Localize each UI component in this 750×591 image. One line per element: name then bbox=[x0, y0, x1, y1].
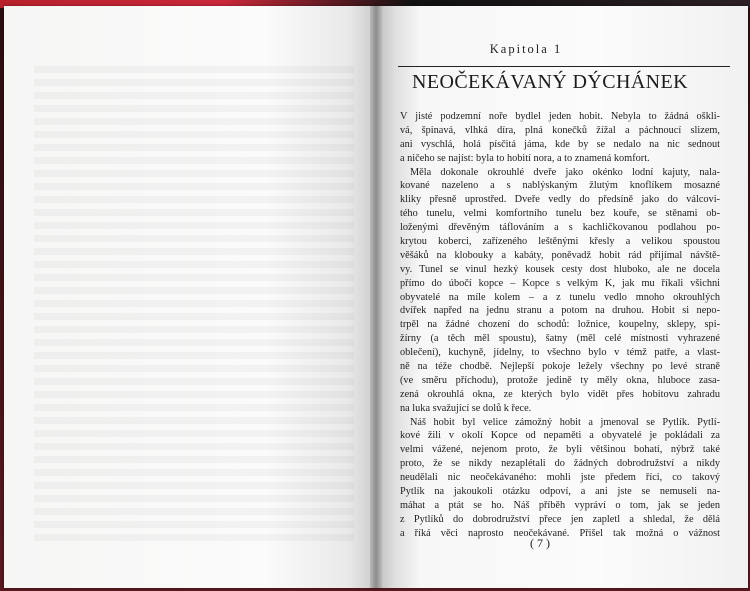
text-line: velmi vážené, nejenom proto, že byli většinou bohatí, nýbrž také bbox=[400, 444, 720, 456]
text-line: ně na téže chodbě. Nejlepší pokoje ležely všechny po levé straně bbox=[400, 361, 720, 373]
text-line: vá, špinavá, vlhká díra, plná konečků žížal a páchnoucí slizem, bbox=[400, 124, 720, 136]
text-line: V jisté podzemní noře bydlel jeden hobit. Nebyla to žádná oškli- bbox=[400, 111, 720, 122]
text-line: kliky přesně uprostřed. Dveře vedly do předsíně jako do válcovi- bbox=[400, 194, 720, 206]
text-line: trpěl na žádné chození do schodů: ložnice, koupelny, sklepy, spi- bbox=[400, 319, 720, 331]
running-head: Kapitola 1 bbox=[489, 42, 563, 56]
text-line: neudělali nic neočekávaného: mohli jste předem říci, co takový bbox=[400, 472, 720, 484]
text-line: Pytlík na jakoukoli otázku odpoví, a ani jste se nemuseli na- bbox=[400, 486, 720, 498]
book-gutter bbox=[370, 6, 382, 588]
text-line: máhat a ptát se ho. Náš příběh vypráví o tom, jak se jeden bbox=[400, 499, 720, 511]
text-line: Náš hobit byl velice zámožný hobit a jmenoval se Pytlík. Pytlí- bbox=[410, 416, 720, 428]
text-line: a říká věci naprosto neočekávané. Přišel tak možná o vážnost bbox=[400, 527, 720, 539]
text-line: žírny (a těch měl spoustu), šatny (měl celé místnosti vyhrazené bbox=[400, 333, 720, 345]
right-page bbox=[376, 6, 748, 588]
text-line: obyvatelé na míle kolem – a z tunelu vedlo mnoho okrouhlých bbox=[400, 291, 720, 303]
text-line: ani vyschlá, holá písčitá jáma, kde by se nedalo na nic sednout bbox=[400, 138, 720, 150]
text-line: kové žili v okolí Kopce od nepaměti a obyvatelé je pokládali za bbox=[400, 430, 720, 442]
text-line: z Pytlíků do dobrodružství přece jen zapletl a shledal, že dělá bbox=[400, 513, 720, 525]
text-line: tého tunelu, velmi komfortního tunelu bez kouře, se stěnami ob- bbox=[400, 208, 720, 220]
show-through-text bbox=[34, 66, 354, 546]
text-line: oblečení), kuchyně, jídelny, to všechno bylo v témž patře, a vlast- bbox=[400, 347, 720, 359]
chapter-title: NEOČEKÁVANÝ DÝCHÁNEK bbox=[412, 71, 688, 93]
text-line: (ve směru příchodu), protože jedině ty měly okna, hluboce zasa- bbox=[400, 374, 720, 386]
left-page-blank bbox=[4, 6, 378, 588]
page-number: ( 7 ) bbox=[530, 536, 550, 550]
text-line: na luka svažující se dolů k řece. bbox=[400, 402, 532, 414]
text-line: věšáků na klobouky a kabáty, poněvadž hobit rád přijímal návště- bbox=[400, 249, 720, 261]
header-rule bbox=[398, 66, 730, 67]
text-line: přímo do úbočí kopce – Kopce s velkým K, jak mu říkali všichni bbox=[400, 277, 720, 289]
text-line: dvířek napřed na jednu stranu a potom na druhou. Hobit si nepo- bbox=[400, 305, 720, 317]
text-line: loženými dřevěným táflováním a s kachličkovanou podlahou po- bbox=[400, 222, 720, 234]
text-line: Měla dokonale okrouhlé dveře jako okénko lodní kajuty, nala- bbox=[410, 166, 720, 178]
text-line: vy. Tunel se vinul hezký kousek cesty dost hluboko, ale ne docela bbox=[400, 263, 720, 275]
text-line: krytou koberci, zařízeného leštěnými křesly a velikou spoustou bbox=[400, 236, 720, 248]
text-line: proto, že se nikdy nezaplétali do žádných dobrodružství a nikdy bbox=[400, 458, 720, 470]
text-line: kované nazeleno a s nablýskaným žlutým knoflíkem mosazné bbox=[400, 180, 720, 192]
body-text bbox=[400, 110, 720, 541]
text-line: a ničeho se najíst: byla to hobití nora, a to znamená komfort. bbox=[400, 152, 650, 164]
text-line: zená okrouhlá okna, ze kterých bylo vidět přes hobitovu zahradu bbox=[400, 388, 720, 400]
